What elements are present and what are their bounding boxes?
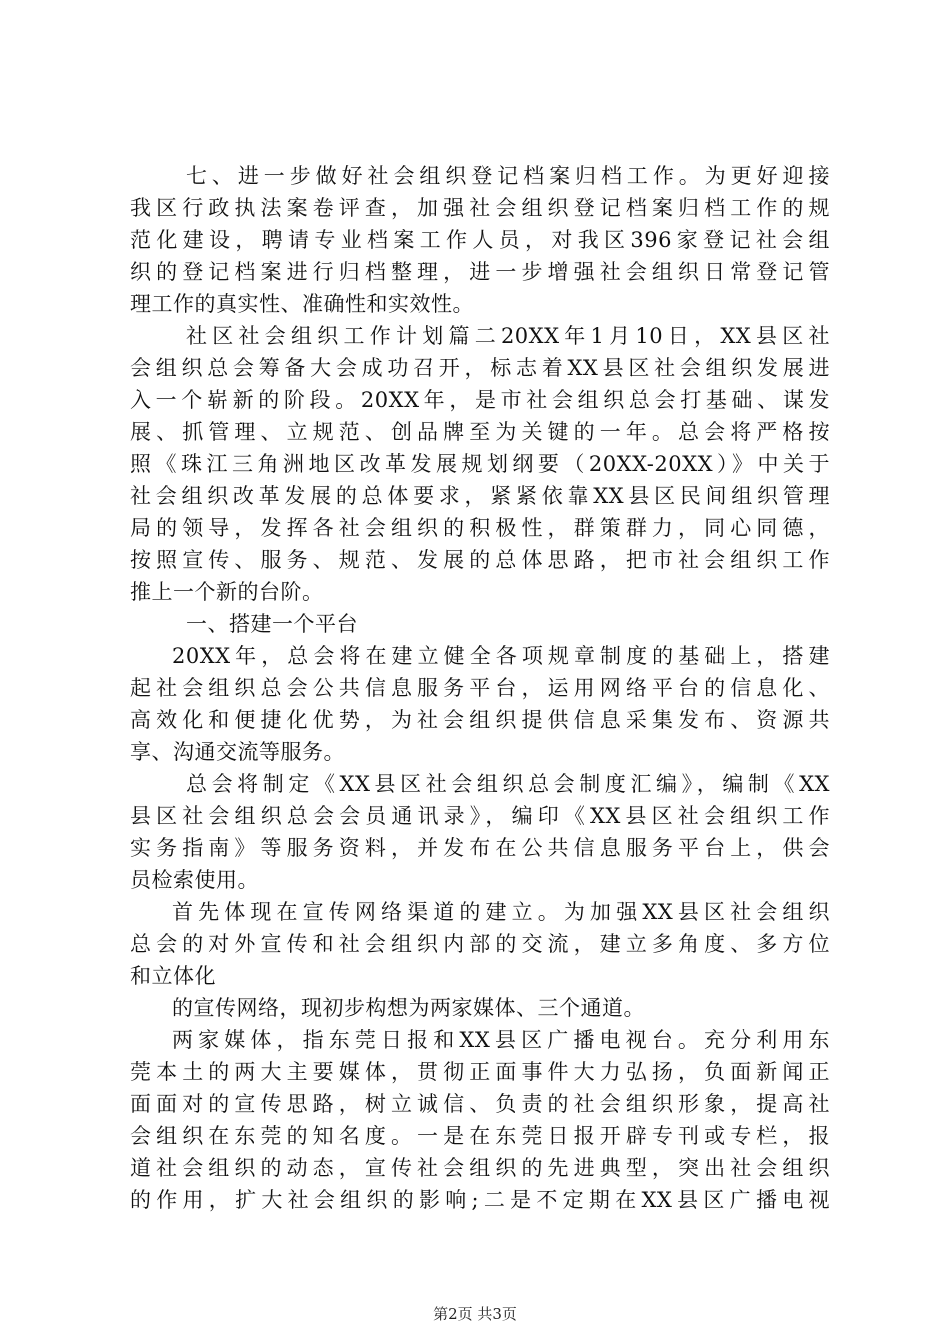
text-line: 总会将制定《XX县区社会组织总会制度汇编》，编制《XX [186, 772, 830, 796]
text-line: 按照宣传、服务、规范、发展的总体思路，把市社会组织工作 [130, 548, 830, 572]
text-line: 社会组织改革发展的总体要求，紧紧依靠XX县区民间组织管理 [130, 484, 830, 508]
text-line: 首先体现在宣传网络渠道的建立。为加强XX县区社会组织 [172, 900, 830, 924]
text-line: 会组织总会筹备大会成功召开，标志着XX县区社会组织发展进 [130, 356, 830, 380]
text-line: 展、抓管理、立规范、创品牌至为关键的一年。总会将严格按 [130, 420, 830, 444]
text-line: 照《珠江三角洲地区改革发展规划纲要（20XX-20XX）》中关于 [130, 452, 830, 476]
text-line: 面面对的宣传思路，树立诚信、负责的社会组织形象，提高社 [130, 1092, 830, 1116]
text-line: 高效化和便捷化优势，为社会组织提供信息采集发布、资源共 [130, 708, 830, 732]
text-line: 范化建设，聘请专业档案工作人员，对我区396家登记社会组 [130, 228, 830, 252]
text-line: 总会的对外宣传和社会组织内部的交流，建立多角度、多方位 [130, 932, 830, 956]
text-line: 起社会组织总会公共信息服务平台，运用网络平台的信息化、 [130, 676, 830, 700]
text-line: 我区行政执法案卷评查，加强社会组织登记档案归档工作的规 [130, 196, 830, 220]
text-line: 实务指南》等服务资料，并发布在公共信息服务平台上，供会 [130, 836, 830, 860]
text-line: 推上一个新的台阶。 [130, 580, 324, 604]
text-line: 享、沟通交流等服务。 [130, 740, 345, 764]
text-line: 局的领导，发挥各社会组织的积极性，群策群力，同心同德， [130, 516, 830, 540]
text-line: 织的登记档案进行归档整理，进一步增强社会组织日常登记管 [130, 260, 830, 284]
text-line: 会组织在东莞的知名度。一是在东莞日报开辟专刊或专栏，报 [130, 1124, 830, 1148]
text-line: 理工作的真实性、准确性和实效性。 [130, 292, 474, 316]
text-line: 20XX年，总会将在建立健全各项规章制度的基础上，搭建 [172, 644, 830, 668]
text-line: 和立体化 [130, 964, 216, 988]
text-line: 的宣传网络，现初步构想为两家媒体、三个通道。 [172, 996, 645, 1020]
document-body [130, 160, 830, 1216]
text-line: 莞本土的两大主要媒体，贯彻正面事件大力弘扬，负面新闻正 [130, 1060, 830, 1084]
text-line: 员检索使用。 [130, 868, 259, 892]
text-line: 道社会组织的动态，宣传社会组织的先进典型，突出社会组织 [130, 1156, 830, 1180]
text-line: 社区社会组织工作计划篇二20XX年1月10日，XX县区社 [186, 324, 830, 348]
page-footer: 第2页 共3页 [433, 1305, 517, 1323]
text-line: 两家媒体，指东莞日报和XX县区广播电视台。充分利用东 [172, 1028, 830, 1052]
text-line: 的作用，扩大社会组织的影响;二是不定期在XX县区广播电视 [130, 1188, 830, 1212]
text-line: 县区社会组织总会会员通讯录》，编印《XX县区社会组织工作 [130, 804, 830, 828]
text-line: 一、搭建一个平台 [186, 612, 358, 636]
text-line: 七、进一步做好社会组织登记档案归档工作。为更好迎接 [186, 164, 830, 188]
text-line: 入一个崭新的阶段。20XX年，是市社会组织总会打基础、谋发 [130, 388, 830, 412]
